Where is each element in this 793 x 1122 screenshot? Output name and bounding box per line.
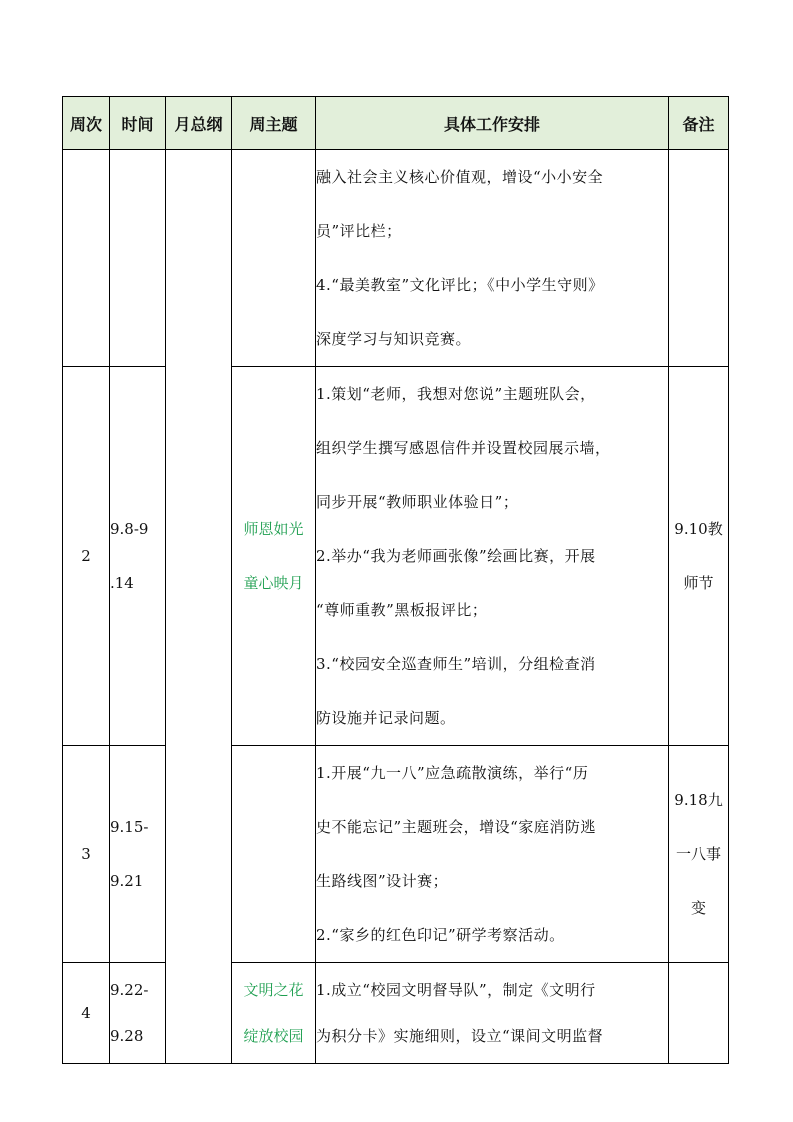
header-row [63,97,729,150]
work-cell [316,150,669,367]
time-line: 9.8-9 [110,520,149,538]
time-line: 9.15- [110,818,149,836]
work-plan-table [62,96,729,1064]
table-row [63,963,729,1064]
time-cell [110,150,166,367]
work-line: 防设施并记录问题。 [316,709,456,727]
header-week-theme: 周主题 [232,97,316,150]
work-line: 组织学生撰写感恩信件并设置校园展示墙， [316,439,611,457]
time-cell [110,367,166,746]
header-month-outline: 月总纲 [166,97,232,150]
work-line: 员”评比栏； [316,222,402,240]
theme-cell [232,150,316,367]
header-time: 时间 [110,97,166,150]
note-line: 9.10教 [674,520,723,538]
header-week: 周次 [63,97,110,150]
work-line: 生路线图”设计赛； [316,872,449,890]
month-outline-cell [166,150,232,1064]
theme-cell [232,367,316,746]
week-cell: 2 [63,367,110,746]
work-line: 2.“家乡的红色印记”研学考察活动。 [316,926,565,944]
work-line: 1.开展“九一八”应急疏散演练，举行“历 [316,764,589,782]
work-line: 1.成立“校园文明督导队”，制定《文明行 [316,981,596,999]
work-line: 1.策划“老师，我想对您说”主题班队会， [316,385,596,403]
work-cell [316,963,669,1064]
time-line: 9.22- [110,981,149,999]
week-cell: 3 [63,746,110,963]
note-line: 师节 [683,574,714,592]
table-row [63,746,729,963]
table-row [63,367,729,746]
theme-line: 绽放校园 [243,1027,304,1045]
work-line: “尊师重教”黑板报评比； [316,601,488,619]
theme-line: 师恩如光 [243,520,304,538]
week-cell [63,150,110,367]
note-line: 9.18九 [674,791,723,809]
work-line: 2.举办“我为老师画张像”绘画比赛，开展 [316,547,596,565]
note-line: 变 [690,899,706,917]
note-line: 一八事 [675,845,721,863]
work-line: 3.“校园安全巡查师生”培训，分组检查消 [316,655,596,673]
theme-cell [232,963,316,1064]
note-cell [669,367,729,746]
work-line: 4.“最美教室”文化评比；《中小学生守则》 [316,276,604,294]
header-work: 具体工作安排 [316,97,669,150]
work-cell [316,367,669,746]
time-line: 9.21 [110,872,144,890]
header-note: 备注 [669,97,729,150]
theme-line: 童心映月 [243,574,304,592]
table-row [63,150,729,367]
work-cell [316,746,669,963]
theme-cell [232,746,316,963]
work-line: 深度学习与知识竞赛。 [316,330,472,348]
theme-line: 文明之花 [243,981,304,999]
work-line: 为积分卡》实施细则，设立“课间文明监督 [316,1027,604,1045]
note-cell [669,963,729,1064]
time-cell [110,963,166,1064]
time-cell [110,746,166,963]
note-cell [669,746,729,963]
time-line: .14 [110,574,134,592]
work-line: 史不能忘记”主题班会，增设“家庭消防逃 [316,818,596,836]
work-line: 同步开展“教师职业体验日”； [316,493,519,511]
work-line: 融入社会主义核心价值观，增设“小小安全 [316,168,604,186]
note-cell [669,150,729,367]
time-line: 9.28 [110,1027,144,1045]
week-cell: 4 [63,963,110,1064]
